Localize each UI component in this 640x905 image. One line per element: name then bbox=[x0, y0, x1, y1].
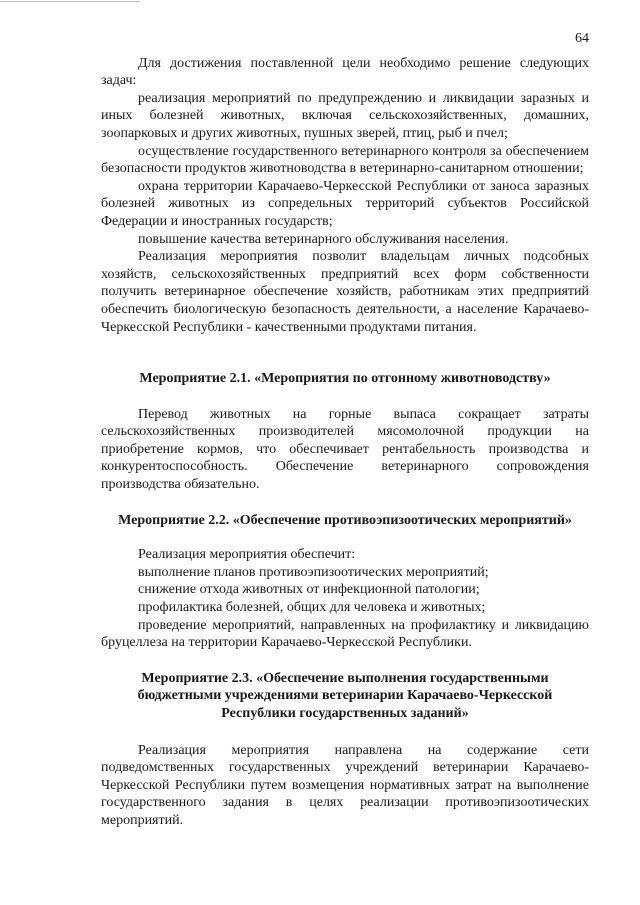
task-item: повышение качества ветеринарного обслуживания населения. bbox=[138, 231, 509, 247]
task-item: реализация мероприятий по предупреждению и ликвидации заразных и иных болезней животных, включая сельскохозяйственных, домашних, зоопарковых и других животных, пушных зверей, птиц, рыб и пчел; bbox=[101, 90, 589, 141]
list-item: выполнение планов противоэпизоотических мероприятий; bbox=[138, 564, 489, 580]
section-heading-2-2: Мероприятие 2.2. «Обеспечение противоэпизоотических мероприятий» bbox=[118, 512, 572, 528]
section-paragraph: Перевод животных на горные выпаса сокращает затраты сельскохозяйственных производителей мясомолочной продукции на приобретение кормов, что обеспечивает рентабельность производства и конкурентоспособность. Обеспечение ветеринарного сопровождения производства обязательно. bbox=[101, 406, 589, 493]
section-paragraph: Реализация мероприятия направлена на содержание сети подведомственных государственных учреждений ветеринарии Карачаево-Черкесской Республики путем возмещения нормативных затрат на выполнение государственного задания в целях реализации противоэпизоотических мероприятий. bbox=[101, 742, 589, 828]
list-item: профилактика болезней, общих для человека и животных; bbox=[138, 600, 486, 616]
scan-top-edge-line bbox=[0, 1, 140, 2]
intro-paragraph: Для достижения поставленной цели необходимо решение следующих задач: bbox=[101, 55, 589, 89]
document-page bbox=[101, 30, 589, 830]
section-heading-2-1: Мероприятие 2.1. «Мероприятия по отгонному животноводству» bbox=[139, 371, 551, 387]
page-number: 64 bbox=[575, 31, 589, 46]
section-heading-2-3: Мероприятие 2.3. «Обеспечение выполнения государственными бюджетными учреждениями ветеринарии Карачаево-Черкесской Республики государственных заданий» bbox=[137, 670, 553, 721]
intro-paragraph: Реализация мероприятия позволит владельцам личных подсобных хозяйств, сельскохозяйственных предприятий всех форм собственности получить ветеринарное обеспечение хозяйств, работникам этих предприятий обеспечить биологическую безопасность деятельности, а население Карачаево-Черкесской Республики - качественными продуктами питания. bbox=[101, 249, 589, 335]
list-item: проведение мероприятий, направленных на профилактику и ликвидацию бруцеллеза на территории Карачаево-Черкесской Республики. bbox=[101, 617, 589, 651]
task-item: охрана территории Карачаево-Черкесской Республики от заноса заразных болезней животных из сопредельных территорий субъектов Российской Федерации и иностранных государств; bbox=[101, 178, 589, 229]
list-item: снижение отхода животных от инфекционной патологии; bbox=[138, 582, 480, 598]
section-paragraph: Реализация мероприятия обеспечит: bbox=[138, 547, 356, 563]
task-item: осуществление государственного ветеринарного контроля за обеспечением безопасности продуктов животноводства в ветеринарно-санитарном отношении; bbox=[101, 143, 589, 177]
